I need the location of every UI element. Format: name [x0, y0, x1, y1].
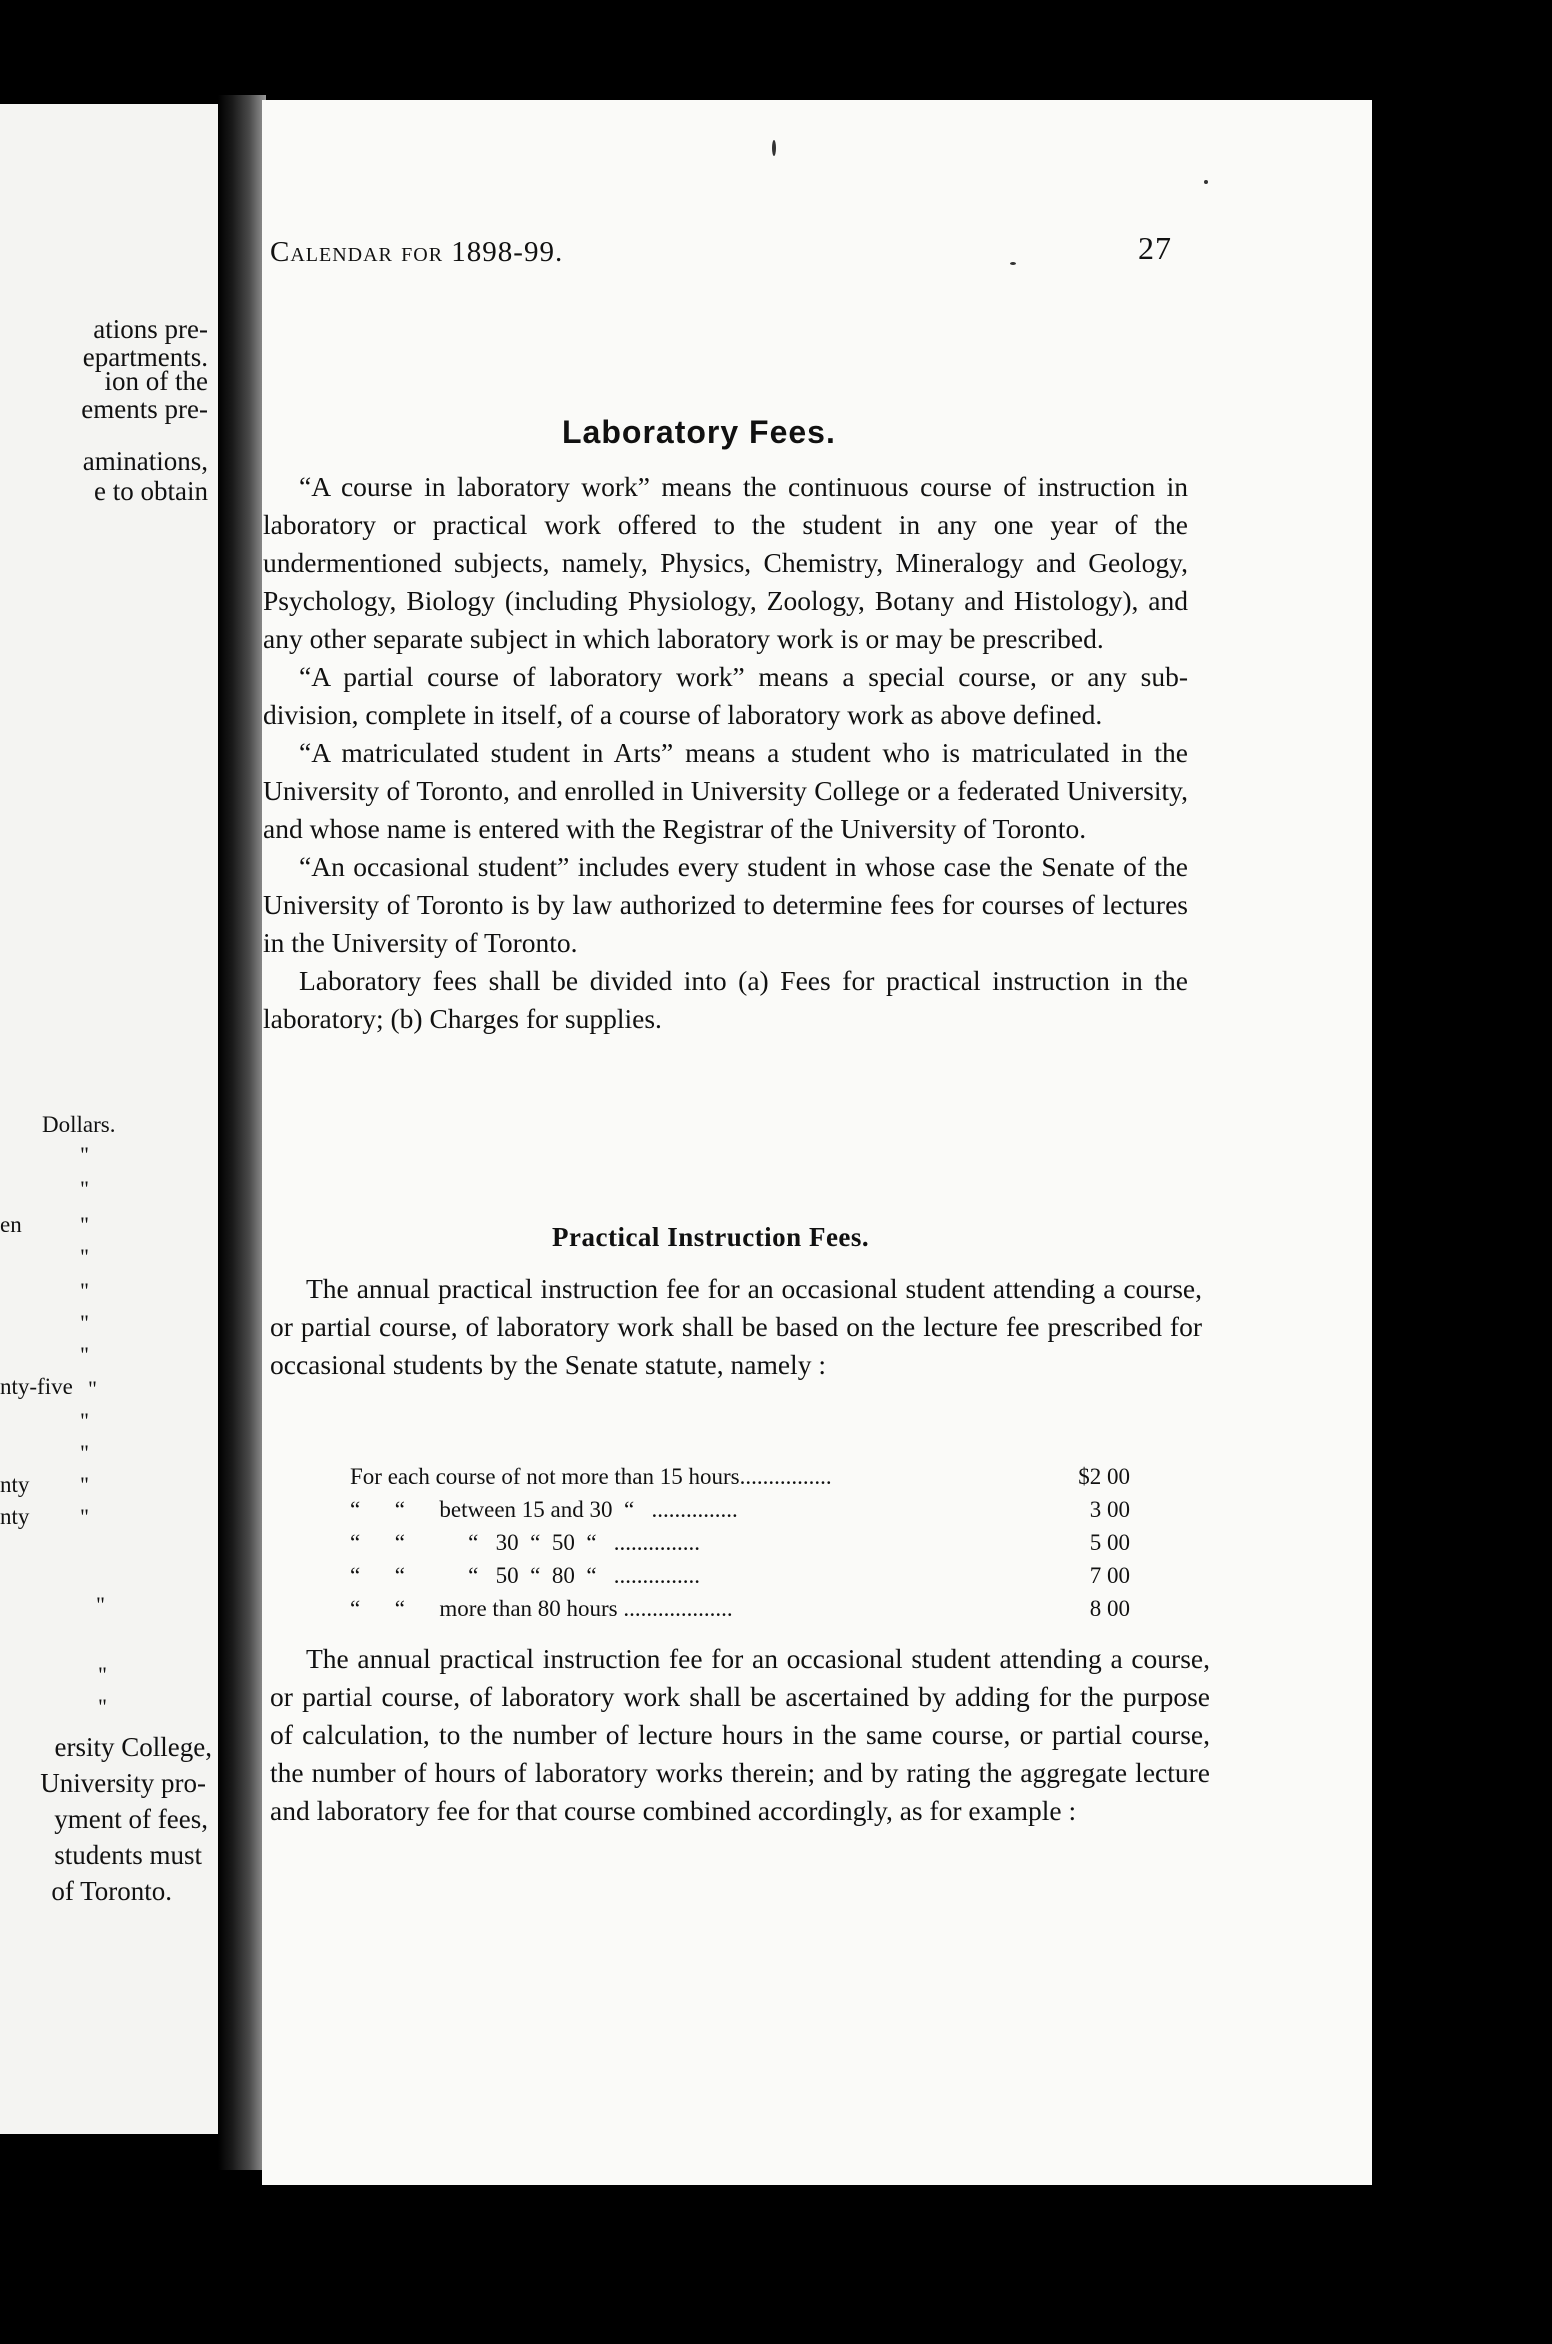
- left-dollars-label: Dollars.: [42, 1112, 116, 1137]
- right-page: [262, 100, 1372, 2185]
- section-title-practical-instruction-fees: Practical Instruction Fees.: [552, 1222, 870, 1252]
- scan-speck: [1010, 262, 1016, 265]
- fee-row: [350, 1460, 1140, 1493]
- left-row-label: nty: [0, 1504, 30, 1529]
- left-ditto: ": [80, 1472, 90, 1497]
- left-text-fragment: aminations,: [82, 446, 208, 476]
- fee-row: [350, 1493, 1140, 1526]
- fee-schedule-table: [350, 1460, 1140, 1625]
- book-gutter: [218, 95, 266, 2170]
- left-ditto: ": [98, 1662, 108, 1687]
- left-text-fragment: ion of the: [104, 366, 208, 396]
- fee-amount: 5 00: [1089, 1530, 1130, 1555]
- left-ditto: ": [88, 1376, 98, 1401]
- left-ditto: ": [80, 1176, 90, 1201]
- paragraph: Laboratory fees shall be divided into (a) Fees for practical instruction in the laboratory; (b) Charges for supplies.: [263, 965, 1188, 1034]
- left-text-fragment: students must: [54, 1840, 202, 1870]
- left-text-fragment: e to obtain: [94, 476, 208, 506]
- fee-amount: 8 00: [1089, 1596, 1130, 1621]
- fee-description: “ “ more than 80 hours ...................: [350, 1596, 733, 1621]
- left-facing-page: [0, 104, 220, 2134]
- paragraph: The annual practical instruction fee for an occasional student attending a course, or partial course, of laboratory work shall be ascertained by adding for the purpose of calculation, to the number of lecture hours in the same course, or partial course, the number of hours of laboratory works therein; and by rating the aggregate lecture and laboratory fee for that course combined accordingly, as for example :: [270, 1643, 1210, 1826]
- scan-speck: [1204, 180, 1208, 184]
- left-ditto: ": [98, 1694, 108, 1719]
- scan-speck: [772, 140, 776, 156]
- left-text-fragment: ersity College,: [54, 1732, 212, 1762]
- left-ditto: ": [80, 1440, 90, 1465]
- left-ditto: ": [96, 1592, 106, 1617]
- fee-description: “ “ “ 50 “ 80 “ ...............: [350, 1563, 701, 1588]
- left-ditto: ": [80, 1310, 90, 1335]
- running-head: Calendar for 1898-99.: [270, 236, 564, 268]
- paragraph: “An occasional student” includes every student in whose case the Senate of the University of Toronto is by law authorized to determine fees for courses of lectures in the University of Toronto.: [263, 851, 1188, 958]
- fee-row: [350, 1592, 1140, 1625]
- left-ditto: ": [80, 1142, 90, 1167]
- left-ditto: ": [80, 1504, 90, 1529]
- left-text-fragment: of Toronto.: [51, 1876, 172, 1906]
- left-ditto: ": [80, 1342, 90, 1367]
- left-ditto: ": [80, 1278, 90, 1303]
- paragraph: “A course in laboratory work” means the continuous course of instruction in laboratory or practical work offered to the student in any one year of the undermentioned subjects, namely, Physics, Chemistry, Mineralogy and Geology, Psychology, Biology (including Physiology, Zoology, Botany and Histology), and any other separate subject in which laboratory work is or may be prescribed.: [263, 471, 1188, 654]
- left-text-fragment: University pro-: [40, 1768, 206, 1798]
- paragraph: The annual practical instruction fee for an occasional student attending a course, or partial course, of laboratory work shall be based on the lecture fee prescribed for occasional students by the Senate statute, namely :: [270, 1273, 1202, 1380]
- paragraph: “A partial course of laboratory work” means a special course, or any sub-division, complete in itself, of a course of laboratory work as above defined.: [263, 661, 1188, 730]
- left-text-fragment: ements pre-: [81, 394, 208, 424]
- left-ditto: ": [80, 1244, 90, 1269]
- left-text-fragment: ations pre-: [93, 314, 208, 344]
- fee-row: [350, 1559, 1140, 1592]
- fee-description: For each course of not more than 15 hours................: [350, 1464, 832, 1489]
- section-title-laboratory-fees: Laboratory Fees.: [562, 414, 836, 450]
- fee-closing-block: [270, 1640, 1210, 1830]
- left-row-label: en: [0, 1212, 22, 1237]
- paragraph: “A matriculated student in Arts” means a student who is matriculated in the University of Toronto, and enrolled in University College or a federated University, and whose name is entered with the Registrar of the University of Toronto.: [263, 737, 1188, 844]
- left-text-fragment: yment of fees,: [54, 1804, 208, 1834]
- fee-description: “ “ “ 30 “ 50 “ ...............: [350, 1530, 701, 1555]
- fee-amount: 7 00: [1089, 1563, 1130, 1588]
- left-row-label: nty: [0, 1472, 30, 1497]
- definitions-block: [263, 468, 1188, 1038]
- fee-amount: 3 00: [1089, 1497, 1130, 1522]
- fee-description: “ “ between 15 and 30 “ ...............: [350, 1497, 738, 1522]
- left-ditto: ": [80, 1408, 90, 1433]
- fee-amount: $2 00: [1078, 1464, 1130, 1489]
- left-row-label: nty-five: [0, 1374, 73, 1399]
- fee-row: [350, 1526, 1140, 1559]
- left-ditto: ": [80, 1212, 90, 1237]
- page-number: 27: [1138, 230, 1172, 266]
- fee-intro-block: [270, 1270, 1202, 1384]
- left-text-fragment: epartments.: [82, 342, 208, 372]
